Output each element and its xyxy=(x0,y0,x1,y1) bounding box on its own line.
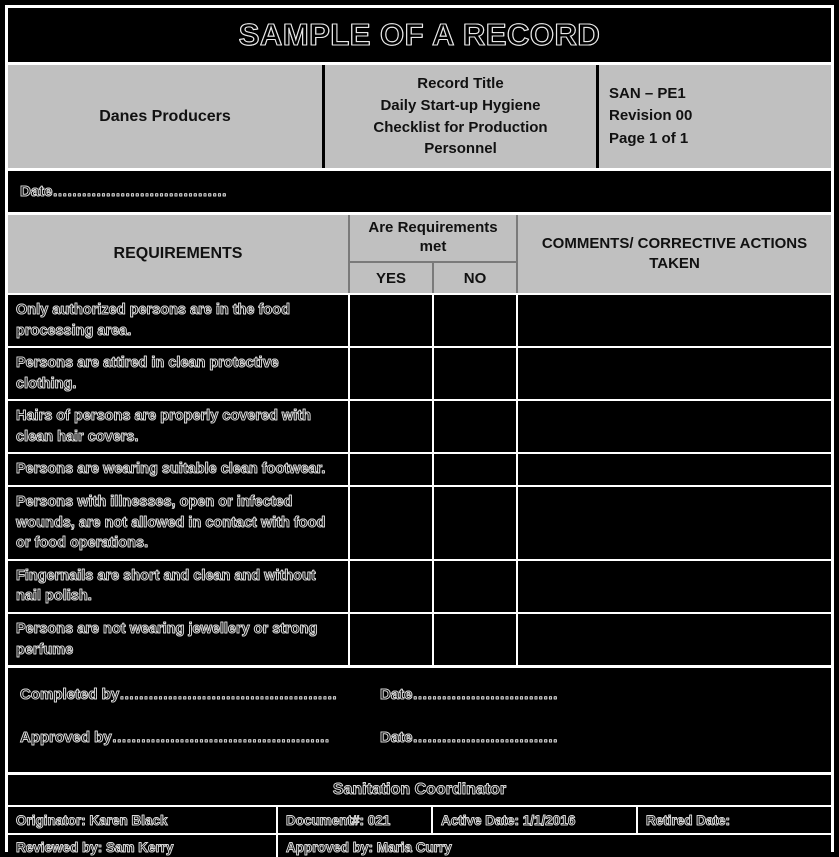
active-date-cell: Active Date: 1/1/2016 xyxy=(433,807,638,833)
document-page-number: Page 1 of 1 xyxy=(609,129,689,147)
document-code-cell xyxy=(599,65,831,168)
approved-by-label: Approved by xyxy=(20,729,112,747)
document-number-cell: Document#: 021 xyxy=(278,807,433,833)
coordinator-title: Sanitation Coordinator xyxy=(332,781,507,799)
company-name: Danes Producers xyxy=(99,107,231,125)
column-header-requirements: REQUIREMENTS xyxy=(8,215,350,293)
comments-cell[interactable] xyxy=(518,454,831,485)
retired-date-cell: Retired Date: xyxy=(646,812,731,828)
completed-by-row xyxy=(8,686,831,703)
completed-date-label: Date xyxy=(380,686,413,704)
comments-cell[interactable] xyxy=(518,295,831,346)
no-checkbox-cell[interactable] xyxy=(434,487,518,559)
footer-metadata-row-1 xyxy=(8,807,831,833)
no-checkbox-cell[interactable] xyxy=(434,401,518,452)
coordinator-row xyxy=(8,775,831,807)
banner xyxy=(8,8,831,65)
comments-cell[interactable] xyxy=(518,401,831,452)
no-checkbox-cell[interactable] xyxy=(434,348,518,399)
approved-by-row xyxy=(8,729,831,746)
no-checkbox-cell[interactable] xyxy=(434,561,518,612)
record-form xyxy=(5,5,834,855)
table-row xyxy=(8,346,831,399)
requirement-text: Fingernails are short and clean and without nail polish. xyxy=(8,561,350,612)
column-header-requirements-met: Are Requirements met xyxy=(350,215,516,263)
completed-by-label: Completed by xyxy=(20,686,120,704)
table-row xyxy=(8,559,831,612)
comments-cell[interactable] xyxy=(518,348,831,399)
no-checkbox-cell[interactable] xyxy=(434,614,518,665)
table-row xyxy=(8,452,831,485)
requirement-text: Only authorized persons are in the food processing area. xyxy=(8,295,350,346)
completed-by-input[interactable]: ……………………………………… xyxy=(119,686,337,704)
signature-block xyxy=(8,668,831,775)
approved-date-label: Date xyxy=(380,729,413,747)
no-checkbox-cell[interactable] xyxy=(434,454,518,485)
comments-cell[interactable] xyxy=(518,614,831,665)
requirement-text: Hairs of persons are properly covered with clean hair covers. xyxy=(8,401,350,452)
requirement-text: Persons are wearing suitable clean footwear. xyxy=(8,454,350,485)
yes-checkbox-cell[interactable] xyxy=(350,454,434,485)
yes-checkbox-cell[interactable] xyxy=(350,561,434,612)
record-title-cell xyxy=(325,65,599,168)
yes-checkbox-cell[interactable] xyxy=(350,401,434,452)
table-row xyxy=(8,485,831,559)
column-header-yes-no xyxy=(350,263,516,293)
approved-by-input[interactable]: ……………………………………… xyxy=(111,729,330,747)
record-title-line-1: Daily Start-up Hygiene xyxy=(380,96,541,114)
approved-date-input[interactable]: ………………………… xyxy=(412,729,558,747)
date-label: Date xyxy=(20,183,53,200)
record-title-line-3: Personnel xyxy=(424,140,497,158)
footer-approved-by-cell: Approved by: Maria Curry xyxy=(286,839,452,855)
identification-header xyxy=(8,65,831,171)
yes-checkbox-cell[interactable] xyxy=(350,295,434,346)
table-row xyxy=(8,612,831,665)
table-row xyxy=(8,399,831,452)
table-row xyxy=(8,293,831,346)
banner-title: SAMPLE OF A RECORD xyxy=(238,17,601,52)
no-checkbox-cell[interactable] xyxy=(434,295,518,346)
record-title-label: Record Title xyxy=(417,75,504,92)
comments-cell[interactable] xyxy=(518,487,831,559)
yes-checkbox-cell[interactable] xyxy=(350,614,434,665)
yes-checkbox-cell[interactable] xyxy=(350,487,434,559)
checklist-table-header xyxy=(8,215,831,293)
footer-metadata-row-2 xyxy=(8,833,831,857)
checklist-table xyxy=(8,215,831,668)
column-header-requirements-met-group xyxy=(350,215,518,293)
column-header-comments: COMMENTS/ CORRECTIVE ACTIONS TAKEN xyxy=(518,215,831,293)
column-header-no: NO xyxy=(463,269,487,287)
yes-checkbox-cell[interactable] xyxy=(350,348,434,399)
date-field-row xyxy=(8,171,831,215)
document-revision: Revision 00 xyxy=(609,107,693,125)
comments-cell[interactable] xyxy=(518,561,831,612)
requirement-text: Persons are attired in clean protective clothing. xyxy=(8,348,350,399)
document-code: SAN – PE1 xyxy=(609,84,686,102)
record-title-line-2: Checklist for Production xyxy=(373,118,548,136)
originator-cell: Originator: Karen Black xyxy=(8,807,278,833)
requirement-text: Persons with illnesses, open or infected wounds, are not allowed in contact with food or food operations. xyxy=(8,487,350,559)
completed-date-input[interactable]: ………………………… xyxy=(412,686,558,704)
reviewed-by-cell: Reviewed by: Sam Kerry xyxy=(8,835,278,857)
column-header-yes: YES xyxy=(350,263,434,293)
company-name-cell xyxy=(8,65,325,168)
requirement-text: Persons are not wearing jewellery or strong perfume xyxy=(8,614,350,665)
date-input-leader[interactable]: ……………………………… xyxy=(52,183,227,200)
